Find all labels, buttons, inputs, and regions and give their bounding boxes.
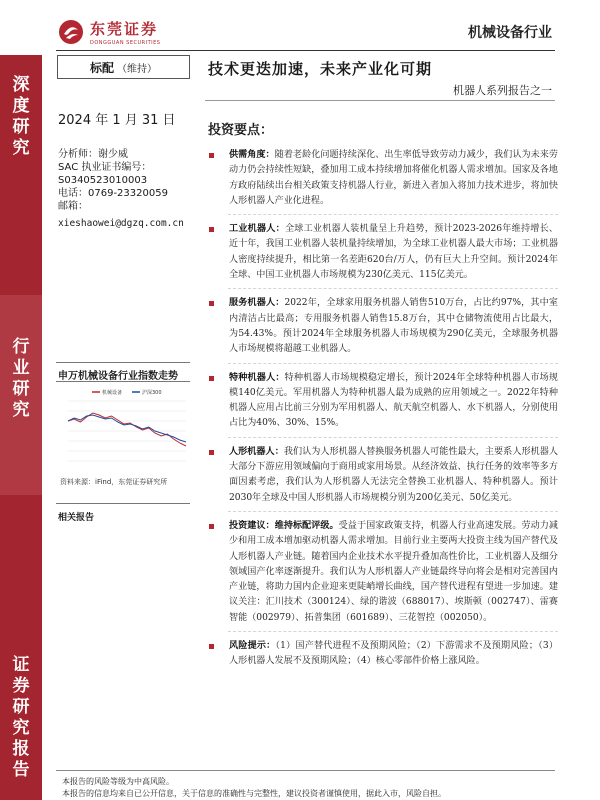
brand-logo: [58, 18, 160, 46]
footer-disclaimer: [62, 776, 446, 800]
bullet-icon: [209, 153, 214, 158]
analyst-sac-number: S0340523010003: [58, 175, 148, 186]
analyst-name: 分析师：谢少威: [58, 149, 128, 160]
point-divider: [228, 631, 558, 632]
industry-name: 机械设备行业: [468, 25, 552, 41]
bullet-icon: [209, 450, 214, 455]
header-divider: [56, 50, 555, 51]
analyst-email: xieshaowei@dgzq.com.cn: [58, 218, 184, 229]
report-title: 技术更迭加速，未来产业化可期: [208, 60, 433, 78]
point-investment-advice: 投资建议：维持标配评级。受益于国家政策支持，机器人行业高速发展。劳动力减少和用工成本增加驱动机器人需求增加。目前行业主要两大投资主线为国产替代及人形机器人产业链。随着国内企业技术水平提升叠加高性价比，工业机器人及细分领域国产化率逐渐提升。我们认为人形机器人产业链最终导向将会是相对完善国内产业链，将助力国内企业迎来更陡峭增长曲线，国产替代进程有望进一步加速。建议关注：汇川技术（300124）、绿的谐波（688017）、埃斯顿（002747）、雷赛智能（002979）、拓普集团（601689）、三花智控（002050）。: [206, 519, 558, 626]
point-humanoid-robot: 人形机器人：我们认为人形机器人替换服务机器人可能性最大，主要系人形机器人大部分下游应用领域偏向于商用或家用场景。从经济效益、执行任务的效率等多方面因素考虑，我们认为人形机器人无法完全替换工业机器人、特种机器人。预计2030年全球及中国人形机器人市场规模分别为200亿美元、50亿美元。: [206, 445, 558, 506]
related-divider: [56, 503, 190, 504]
rating-note: （维持）: [117, 63, 157, 75]
analyst-email-label: 邮箱：: [58, 201, 88, 212]
bullet-icon: [209, 524, 214, 529]
point-divider: [228, 288, 558, 289]
analyst-sac-label: SAC 执业证书编号：: [58, 162, 152, 173]
side-label-industry-research: 行业研究: [0, 295, 42, 495]
index-top-divider: [56, 362, 190, 363]
index-chart-title: 申万机械设备行业指数走势: [58, 371, 178, 382]
chart-series-line: [68, 415, 186, 442]
side-label-securities-report: 证券研究报告: [0, 495, 42, 800]
rating-label: 标配: [89, 60, 114, 75]
point-special-robot: 特种机器人：特种机器人市场规模稳定增长，预计2024年全球特种机器人市场规模140亿美元。军用机器人为特种机器人最为成熟的应用领域之一。2022年特种机器人应用占比前三分别为军用机器人、航天航空机器人、水下机器人，分别使用占比为40%、30%、15%。: [206, 371, 558, 432]
point-supply-demand: 供需角度：随着老龄化问题持续深化、出生率低导致劳动力减少，我们认为未来劳动力仍会持续性短缺，叠加用工成本持续增加将催化机器人需求增加。国家及各地方政府陆续出台相关政策支持机器人行业，新进入者加入将加力技术进步，将加快人形机器人产业化进程。: [206, 148, 558, 209]
point-divider: [228, 363, 558, 364]
bullet-icon: [209, 376, 214, 381]
point-service-robot: 服务机器人：2022年，全球家用服务机器人销售510万台，占比约97%，其中室内清洁占比最高；专用服务机器人销售15.8万台，其中仓储物流使用占比最大，为54.43%。预计2024年全球服务机器人市场规模为290亿美元，全球服务机器人市场规模将超越工业机器人。: [206, 296, 558, 357]
rating-box: [57, 55, 190, 79]
chart-legend-label: 沪深300: [142, 390, 162, 396]
report-series: 机器人系列报告之一: [453, 84, 552, 97]
footer-risk-level: 本报告的风险等级为中高风险。: [62, 777, 174, 786]
point-industrial-robot: 工业机器人：全球工业机器人装机量呈上升趋势，预计2023-2026年维持增长、近十年，我国工业机器人装机量持续增加，为全球工业机器人最大市场；工业机器人密度持续提升，相比第一名差距620台/万人，仍有巨大上升空间。预计2024年全球、中国工业机器人市场规模为230亿美元、115亿美元。: [206, 222, 558, 283]
point-divider: [228, 437, 558, 438]
point-divider: [228, 214, 558, 215]
key-points-list: [206, 148, 558, 670]
title-divider: [205, 100, 555, 101]
point-risk-warning: 风险提示：（1）国产替代进程不及预期风险；（2）下游需求不及预期风险；（3）人形机器人发展不及预期风险；（4）核心零部件价格上涨风险。: [206, 639, 558, 670]
analyst-phone: 电话：0769-23320059: [58, 188, 168, 199]
chart-source: 资料来源：iFind，东莞证券研究所: [60, 478, 168, 486]
bullet-icon: [209, 644, 214, 649]
footer-divider: [56, 770, 555, 771]
analyst-info: [58, 148, 168, 213]
index-title-divider: [56, 381, 190, 382]
brand-name-en: DONGGUAN SECURITIES: [90, 40, 161, 46]
bullet-icon: [209, 301, 214, 306]
bullet-icon: [209, 227, 214, 232]
related-reports-title: 相关报告: [58, 513, 95, 523]
key-points-title: 投资要点：: [208, 123, 274, 138]
report-date: 2024 年 1 月 31 日: [58, 113, 176, 128]
brand-name: 东莞证券: [90, 20, 159, 38]
chart-legend-label: 机械设备: [102, 390, 123, 396]
point-divider: [228, 511, 558, 512]
index-chart: [58, 385, 192, 471]
brand-logo-icon: [58, 19, 84, 45]
footer-source-note: 本报告的信息均来自已公开信息，关于信息的准确性与完整性，建议投资者谨慎使用，据此入市，风险自担。: [62, 789, 446, 798]
side-label-deep-research: 深度研究: [0, 55, 42, 295]
side-banner: [0, 55, 42, 800]
